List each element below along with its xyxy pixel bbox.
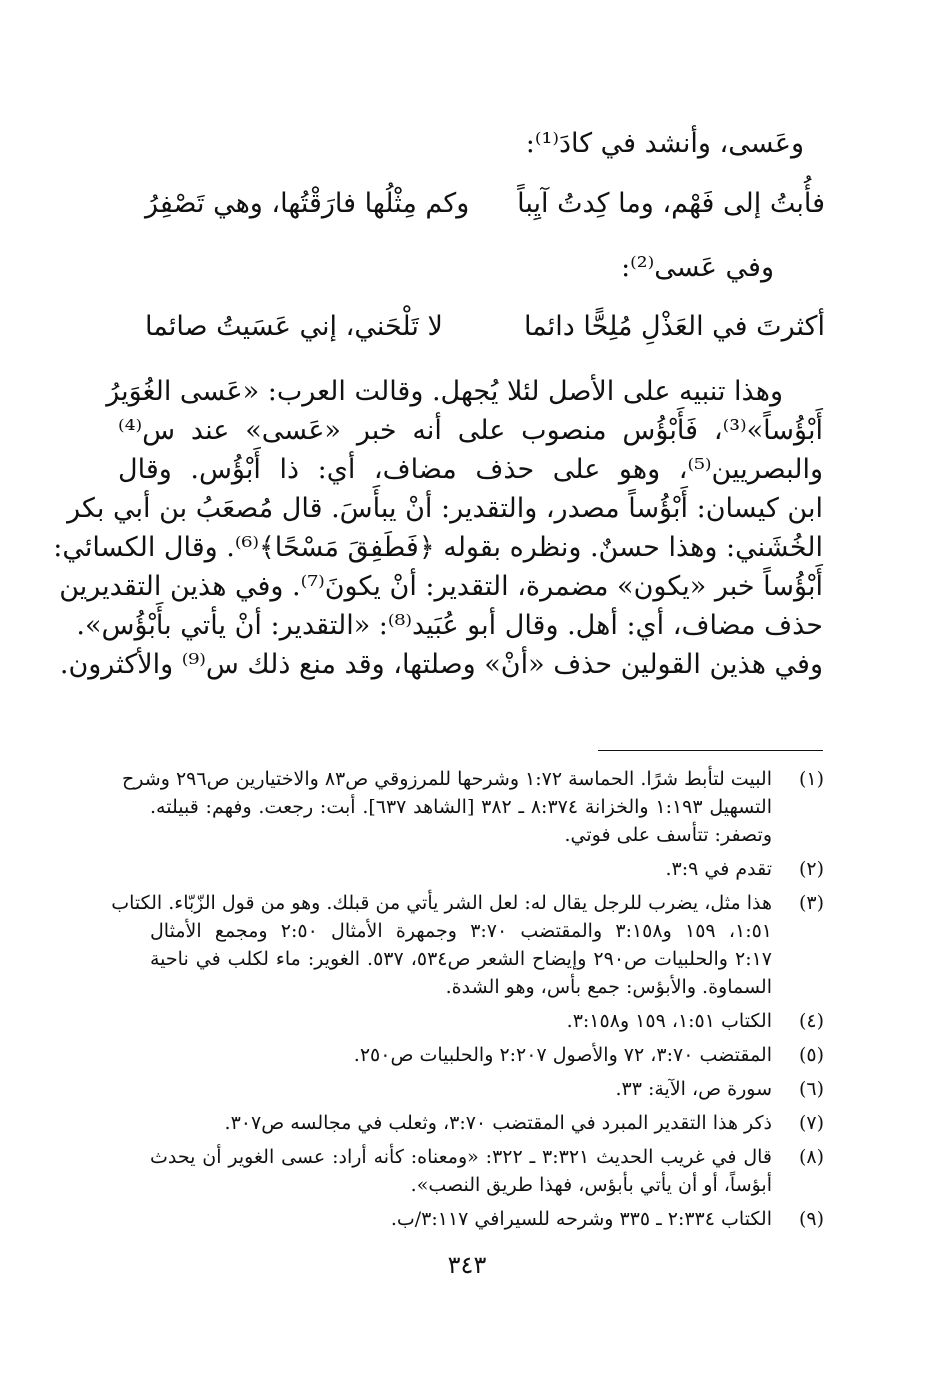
footnote-line: هذا مثل، يضرب للرجل يقال له: لعل الشر يأتي من قبلك. وهو من قول الزّبّاء. الكتاب: [111, 892, 772, 914]
footnote-number: (١): [798, 768, 824, 790]
footnote-line: الكتاب ٢:٣٣٤ ـ ٣٣٥ وشرحه للسيرافي ٣:١١٧/ب.: [390, 1208, 772, 1230]
footnotes: [111, 765, 824, 1239]
footnote-number: (٤): [798, 1010, 824, 1032]
footnote-5: [150, 1041, 824, 1069]
footnote-1: [122, 765, 824, 849]
footnote-line: تقدم في ٣:٩.: [665, 858, 772, 880]
body-line: وفي هذين القولين حذف «أنْ» وصلتها، وقد منع ذلك س⁽⁹⁾ والأكثرون.: [59, 649, 823, 680]
verse-1: [145, 184, 825, 224]
footnote-line: المقتضب ٣:٧٠، ٧٢ والأصول ٢:٢٠٧ والحلبيات ص٢٥٠.: [353, 1044, 772, 1066]
footnote-number: (٣): [798, 892, 824, 914]
verse-2-second-hemistich: لا تَلْحَني، إني عَسَيتُ صائما: [145, 311, 443, 342]
footnote-line: ذكر هذا التقدير المبرد في المقتضب ٣:٧٠، وثعلب في مجالسه ص٣٠٧.: [224, 1112, 772, 1134]
verse-2-first-hemistich: أكثرتَ في العَذْلِ مُلِحًّا دائما: [523, 311, 825, 342]
footnote-8: [150, 1143, 824, 1199]
sub-intro-line: وفي عَسى⁽²⁾:: [621, 252, 774, 283]
footnote-line: قال في غريب الحديث ٣:٣٢١ ـ ٣٢٢: «ومعناه: كأنه أراد: عسى الغوير أن يحدث: [150, 1146, 772, 1168]
body-line: أَبْؤُساً خبر «يكون» مضمرة، التقدير: أنْ يكونَ⁽⁷⁾. وفي هذين التقديرين: [59, 571, 823, 602]
footnote-line: البيت لتأبط شرًا. الحماسة ١:٧٢ وشرحها للمرزوقي ص٨٣ والاختيارين ص٢٩٦ وشرح: [122, 768, 772, 790]
page-number: ٣٤٣: [447, 1251, 487, 1279]
footnote-number: (٦): [798, 1078, 824, 1100]
body-line: والبصريين⁽⁵⁾، وهو على حذف مضاف، أي: ذا أَبْؤُس. وقال: [118, 454, 823, 485]
footnote-line: سورة ص، الآية: ٣٣.: [615, 1078, 772, 1100]
verse-1-first-hemistich: فأُبتُ إلى فَهْم، وما كِدتُ آيِباً: [517, 188, 825, 219]
body-line: الخُشَني: وهذا حسنٌ. ونظره بقوله ﴿فَطَفِقَ مَسْحًا﴾⁽⁶⁾. وقال الكسائي:: [53, 532, 823, 563]
footnote-line: الكتاب ١:٥١، ١٥٩ و٣:١٥٨.: [566, 1010, 772, 1032]
footnote-number: (٥): [798, 1044, 824, 1066]
footnote-number: (٢): [798, 858, 824, 880]
footnote-line: وتصفر: تتأسف على فوتي.: [564, 824, 772, 846]
footnote-line: ٢:١٧ والحلبيات ص٢٩٠ وإيضاح الشعر ص٥٣٤، ٥٣٧. الغوير: ماء لكلب في ناحية: [150, 948, 773, 970]
body-line: حذف مضاف، أي: أهل. وقال أبو عُبَيد⁽⁸⁾: «التقدير: أنْ يأتي بأَبْؤُس».: [76, 610, 823, 641]
verse-1-second-hemistich: وكم مِثْلُها فارَقْتُها، وهي تَصْفِرُ: [145, 188, 470, 219]
footnote-line: ١:٥١، ١٥٩ و٣:١٥٨ والمقتضب ٣:٧٠ وجمهرة الأمثال ٢:٥٠ ومجمع الأمثال: [150, 920, 773, 942]
body-line: ابن كيسان: أَبْؤُساً مصدر، والتقدير: أنْ يبأَسَ. قال مُصعَبُ بن أبي بكر: [67, 493, 823, 524]
footnote-3: [111, 889, 824, 1001]
footnote-number: (٧): [798, 1112, 824, 1134]
footnote-line: السماوة. والأبؤس: جمع بأس، وهو الشدة.: [445, 976, 772, 998]
footnote-6: [150, 1075, 824, 1103]
body-line: أَبْؤُساً»⁽³⁾، فَأَبْؤُس منصوب على أنه خبر «عَسى» عند س⁽⁴⁾: [118, 415, 823, 446]
footnote-line: أبؤساً، أو أن يأتي بأبؤس، فهذا طريق النصب».: [410, 1174, 772, 1196]
footnote-2: [150, 855, 824, 883]
body-line: وهذا تنبيه على الأصل لئلا يُجهل. وقالت العرب: «عَسى الغُوَيرُ: [106, 376, 783, 407]
footnote-9: [150, 1205, 824, 1233]
footnote-4: [150, 1007, 824, 1035]
footnote-number: (٩): [798, 1208, 824, 1230]
body-paragraph: [53, 372, 823, 684]
footnote-number: (٨): [798, 1146, 824, 1168]
intro-line: وعَسى، وأنشد في كادَ⁽¹⁾:: [525, 128, 804, 159]
footnote-separator: [598, 750, 823, 751]
verse-2: [145, 307, 825, 347]
footnote-7: [150, 1109, 824, 1137]
footnote-line: التسهيل ١:١٩٣ والخزانة ٨:٣٧٤ ـ ٣٨٢ [الشاهد ٦٣٧]. أبت: رجعت. وفهم: قبيلته.: [150, 796, 772, 818]
